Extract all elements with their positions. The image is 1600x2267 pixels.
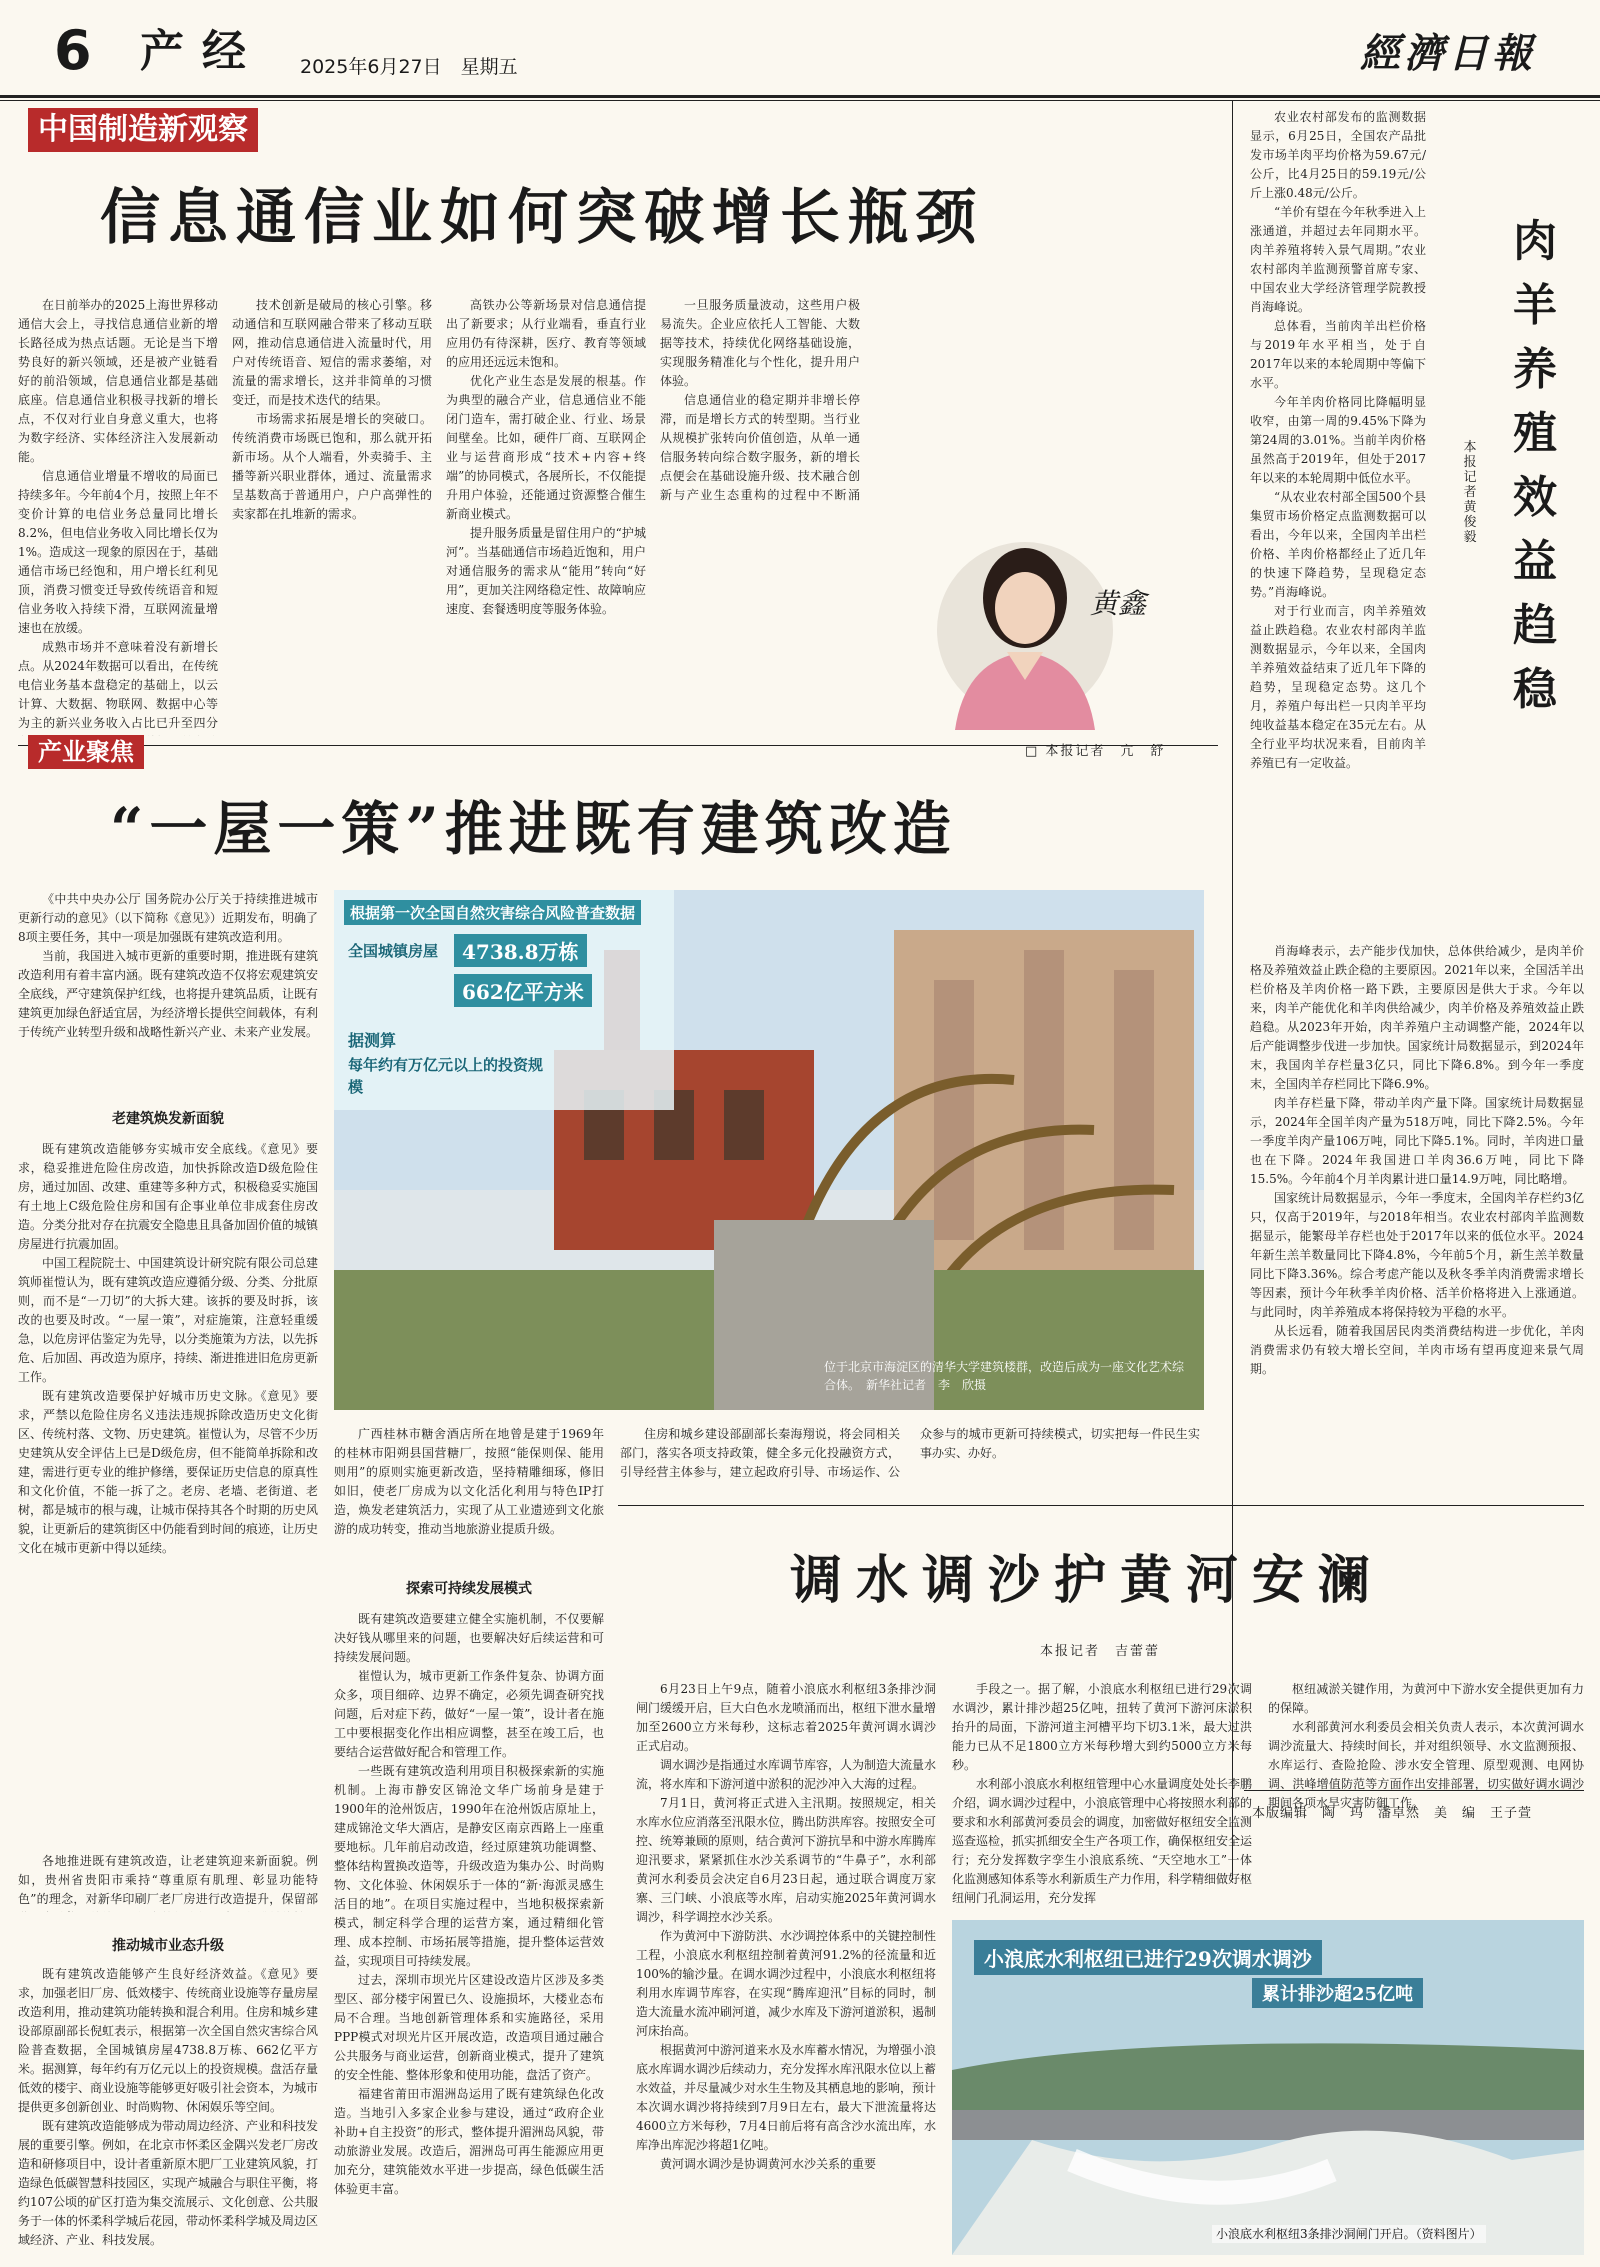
paragraph: 今年羊肉价格同比降幅明显收窄，由第一周的9.45%下降为第24周的3.01%。当前羊肉价格虽然高于2019年，但处于2017年以来的本轮周期中低位水平。 (1250, 395, 1426, 485)
article1-col2 (232, 296, 432, 736)
paragraph: 一旦服务质量波动，这些用户极易流失。企业应依托人工智能、大数据等技术，持续优化网络基础设施，实现服务精准化与个性化，提升用户体验。 (660, 298, 860, 388)
article3-col-bottom (1250, 942, 1584, 1777)
paragraph: 各地推进既有建筑改造，让老建筑迎来新面貌。例如，贵州省贵阳市乘持“尊重原有肌理、彰显功能特色”的理念，对新华印刷厂老厂房进行改造提升，保留部 (18, 1854, 318, 1906)
article4-rule (618, 1505, 1584, 1506)
paragraph: 成熟市场并不意味着没有新增长点。从2024年数据可以看出，在传统电信业务基本盘稳定的基础上，以云计算、大数据、物联网、数据中心等为主的新兴业务收入占比已升至四分 (18, 640, 218, 730)
paragraph: 中国工程院院士、中国建筑设计研究院有限公司总建筑师崔愷认为，既有建筑改造应遵循分级、分类、分批原则，而不是“一刀切”的大拆大建。该拆的要及时拆，该改的也要及时改。“一屋一策”，对症施策，注意轻重缓急，以危房评估鉴定为先导，以分类施策为方法，以先拆危、后加固、再改造为原序，持续、渐进推进旧危房更新工作。 (18, 1256, 318, 1384)
article4-title: 调水调沙护黄河安澜 (790, 1550, 1385, 1611)
paragraph: 既有建筑改造能够产生良好经济效益。《意见》要求，加强老旧厂房、低效楼宇、传统商业设施等存量房屋改造利用，推动建筑功能转换和混合利用。住房和城乡建设部原副部长倪虹表示，根据第一次全国自然灾害综合风险普查数据，全国城镇房屋4738.8万栋、662亿平方米。据测算，每年约有万亿元以上的投资规模。盘活存量低效的楼宇、商业设施等能够更好吸引社会资本，为城市提供更多创新创业、时尚购物、休闲娱乐等空间。 (18, 1967, 318, 2114)
article3-reporter: 本报记者 黄俊毅 (1463, 440, 1477, 545)
article3-title: 肉羊养殖效益趋稳 (1513, 216, 1557, 715)
page-editors: 本版编辑 陶 玛 潘卓然 美 编 王子萱 (1252, 1806, 1533, 1821)
dam-banner-line1: 小浪底水利枢纽已进行29次调水调沙 (974, 1940, 1322, 1975)
paragraph: 在日前举办的2025上海世界移动通信大会上，寻找信息通信业新的增长路径成为热点话题。无论是当下增势良好的新兴领域，还是被产业链看好的前沿领域，信息通信业都是基础底座。信息通信业积极寻找新的增长点，不仅对行业自身意义重大，也将为数字经济、实体经济注入发展新动能。 (18, 298, 218, 464)
paragraph: 对于行业而言，肉羊养殖效益止跌趋稳。农业农村部肉羊监测数据显示，今年以来，全国肉羊养殖效益结束了近几年下降的趋势，呈现稳定态势。这几个月，养殖户每出栏一只肉羊平均纯收益基本稳定在35元左右。从全行业平均状况来看，目前肉羊养殖已有一定收益。 (1250, 604, 1426, 770)
paragraph: 根据黄河中游河道来水及水库蓄水情况，为增强小浪底水库调水调沙后续动力，充分发挥水库汛限水位以上蓄水效益，并尽量减少对水生生物及其栖息地的影响，预计本次调水调沙将持续到7月9日左右，最大下泄流量将达4600立方米每秒，7月4日前后将有高含沙水流出库，水库净出库泥沙将超1亿吨。 (636, 2043, 936, 2152)
paragraph: 过去，深圳市坝光片区建设改造片区涉及多类型区、部分楼宇闲置已久、设施损坏，大楼业态布局不合理。当地创新管理体系和实施路径，采用PPP模式对坝光片区开展改造，改造项目通过融合公共服务与商业运营，创新商业模式，提升了建筑的安全性能、整体形象和使用功能，盘活了资产。 (334, 1973, 604, 2082)
article4-col2 (952, 1680, 1252, 1910)
article1-col1 (18, 296, 218, 736)
paragraph: 水利部小浪底水利枢纽管理中心水量调度处处长李鹏介绍，调水调沙过程中，小浪底管理中心将按照水利部的要求和水利部黄河委员会的调度，加密做好枢纽安全监测巡查巡检，抓实抓细安全生产各项工作，确保枢纽安全运行；充分发挥数字孪生小浪底系统、“天空地水工”一体化监测感知体系等水利新质生产力作用，科学精细做好枢纽闸门孔洞运用，充分发挥 (952, 1777, 1252, 1905)
column-tag-industry-focus: 产业聚焦 (28, 735, 144, 769)
paragraph: 高铁办公等新场景对信息通信提出了新要求；从行业端看，垂直行业应用仍有待深耕，医疗、教育等领域的应用还远远未饱和。 (446, 298, 646, 369)
article2-col1-intro (18, 890, 318, 1100)
article2-byline: □ 本报记者 亢 舒 (1025, 744, 1166, 759)
section-name: 产经 (140, 26, 264, 77)
paragraph: 既有建筑改造能够成为带动周边经济、产业和科技发展的重要引擎。例如，在北京市怀柔区金隅兴发老厂房改造和研修项目中，设计者重新原木肥厂工业建筑风貌，打造绿色低碳智慧科技园区，实现产城融合与职住平衡，将约107公顷的矿区打造为集交流展示、文化创意、公共服务于一体的怀柔科学城后花园，带动怀柔科学城及周边区域经济、产业、科技发展。 (18, 2119, 318, 2247)
article4-col3 (1268, 1680, 1584, 1910)
paragraph: 手段之一。据了解，小浪底水利枢纽已进行29次调水调沙，累计排沙超25亿吨，扭转了黄河下游河床淤积抬升的局面，下游河道主河槽平均下切3.1米，最大过洪能力已从不足1800立方米每秒增大到约5000立方米每秒。 (952, 1682, 1252, 1772)
paragraph: 既有建筑改造能够夯实城市安全底线。《意见》要求，稳妥推进危险住房改造，加快拆除改造D级危险住房，通过加固、改建、重建等多种方式，积极稳妥实施国有土地上C级危险住房和国有企事业单位非成套住房改造。分类分批对存在抗震安全隐患且具备加固价值的城镇房屋进行抗震加固。 (18, 1142, 318, 1251)
infographic-stat1-value: 4738.8万栋 (454, 934, 587, 967)
paragraph: 肖海峰表示，去产能步伐加快，总体供给减少，是肉羊价格及养殖效益止跌企稳的主要原因。2021年以来，全国活羊出栏价格及羊肉价格一路下跌，主要原因是供大于求。今年以来，肉羊产能优化和羊肉供给减少，肉羊价格及养殖效益止跌趋稳。从2023年开始，肉羊养殖户主动调整产能，2024年以后产能调整步伐进一步加快。国家统计局数据显示，到2024年末，我国肉羊存栏量3亿只，同比下降6.8%。到今年一季度末，全国肉羊存栏同比下降6.9%。 (1250, 944, 1584, 1091)
paragraph: “羊价有望在今年秋季进入上涨通道，并超过去年同期水平。肉羊养殖将转入景气周期。”农业农村部肉羊监测预警首席专家、中国农业大学经济管理学院教授肖海峰说。 (1250, 205, 1426, 314)
paragraph: 市场需求拓展是增长的突破口。传统消费市场既已饱和，那么就开拓新市场。从个人端看，外卖骑手、主播等新兴职业群体，通过、流量需求呈基数高于普通用户，户户高弹性的卖家都在扎堆新的需求。 (232, 412, 432, 521)
infographic-stat1-label: 全国城镇房屋 (348, 942, 439, 960)
article4-byline: 本报记者 吉蕾蕾 (1040, 1644, 1161, 1659)
subhead-upgrade: 推动城市业态升级 (112, 1938, 224, 1954)
page-number: 6 (54, 19, 92, 82)
paragraph: 从长远看，随着我国居民肉类消费结构进一步优化，羊肉消费需求仍有较大增长空间，羊肉市场有望再度迎来景气周期。 (1250, 1324, 1584, 1376)
article2-col2-body (334, 1610, 604, 2255)
paragraph: 国家统计局数据显示，今年一季度末，全国肉羊存栏约3亿只，仅高于2019年，与2018年相当。农业农村部肉羊监测数据显示，能繁母羊存栏也处于2017年以来的低位水平。2024年新生羔羊数量同比下降4.8%，今年前5个月，新生羔羊数量同比下降3.36%。综合考虑产能以及秋冬季羊肉消费需求增长等因素，预计今年秋季羊肉价格、活羊价格将进入上涨通道。与此同时，肉羊养殖成本将保持较为平稳的水平。 (1250, 1191, 1584, 1319)
header-rule-thin (0, 100, 1600, 101)
paragraph: 住房和城乡建设部副部长秦海翔说，将会同相关部门，落实各项支持政策，健全多元化投融资方式，引导经营主体参与，建立起政府引导、市场运作、公众参与的城市更新可持续模式，切实把每一件民生实事办实、办好。 (620, 1427, 1200, 1479)
paragraph: 作为黄河中下游防洪、水沙调控体系中的关键控制性工程，小浪底水利枢纽控制着黄河91.2%的径流量和近100%的输沙量。在调水调沙过程中，小浪底水利枢纽将利用水库调节库容，在实现“腾库迎汛”目标的同时，制造大流量水流冲刷河道，减少水库及下游河道淤积，遏制河床抬高。 (636, 1929, 936, 2038)
paragraph: 崔愷认为，城市更新工作条件复杂、协调方面众多，项目细碎、边界不确定，必须先调查研究找问题，后对症下药，做好“一屋一策”，设计者在施工中要根据变化作出相应调整，甚至在竣工后，也要结合运营做好配合和管理工作。 (334, 1669, 604, 1759)
paragraph: 广西桂林市糖舍酒店所在地曾是建于1969年的桂林市阳朔县国营糖厂，按照“能保则保、能用则用”的原则实施更新改造，坚持精雕细琢，修旧如旧，使老厂房成为以文化活化利用与特色IP打造，焕发老建筑活力，实现了从工业遗迹到文化旅游的成功转变，推动当地旅游业提质升级。 (334, 1427, 604, 1536)
paragraph: 黄河调水调沙是协调黄河水沙关系的重要 (660, 2157, 877, 2171)
paragraph: 调水调沙是指通过水库调节库容，人为制造大流量水流，将水库和下游河道中淤积的泥沙冲入大海的过程。 (636, 1758, 936, 1791)
dam-photo (952, 1920, 1584, 2255)
author-signature: 黄鑫 (1090, 587, 1147, 620)
column-separator (1232, 100, 1233, 1880)
infographic-intro: 根据第一次全国自然灾害综合风险普查数据 (344, 900, 641, 925)
paragraph: 既有建筑改造要保护好城市历史文脉。《意见》要求，严禁以危险住房名义违法违规拆除改造历史文化街区、传统村落、文物、历史建筑。崔愷认为，尽管不少历史建筑从安全评估上已是D级危房，但不能简单拆除和改建，需进行更专业的维护修缮，要保证历史信息的原真性和文化价值，不能一拆了之。老房、老墙、老街道、老树，都是城市的根与魂，让城市保持其各个时期的历史风貌，让更新后的建筑街区中仍能看到时间的痕迹，让历史文化在城市更新中得以延续。 (18, 1389, 318, 1555)
paragraph: 提升服务质量是留住用户的“护城河”。当基础通信市场趋近饱和，用户对通信服务的需求从“能用”转向“好用”，更加关注网络稳定性、故障响应速度、套餐透明度等服务体验。 (446, 526, 646, 616)
paragraph: 技术创新是破局的核心引擎。移动通信和互联网融合带来了移动互联网，推动信息通信进入流量时代，用户对传统语音、短信的需求萎缩，对流量的需求增长，这并非简单的习惯变迁，而是技术迭代的结果。 (232, 298, 432, 407)
article2-col1-body (18, 1140, 318, 1840)
masthead-logo: 經濟日報 (1360, 30, 1536, 77)
article2-col1-tail (18, 1965, 318, 2255)
paragraph: 既有建筑改造要建立健全实施机制，不仅要解决好钱从哪里来的问题，也要解决好后续运营和可持续发展问题。 (334, 1612, 604, 1664)
paragraph: “从农业农村部全国500个县集贸市场价格定点监测数据可以看出，今年以来，全国肉羊出栏价格、羊肉价格都经止了近几年的快速下降趋势，呈现稳定态势。”肖海峰说。 (1250, 490, 1426, 599)
dam-photo-caption: 小浪底水利枢纽3条排沙洞闸门开启。（资料图片） (1212, 2225, 1486, 2243)
issue-date: 2025年6月27日 星期五 (300, 56, 518, 78)
header-rule (0, 95, 1600, 98)
article2-col3 (620, 1425, 1200, 1505)
article2-col2 (334, 1425, 604, 1555)
paragraph: 优化产业生态是发展的根基。作为典型的融合产业，信息通信业不能闭门造车，需打破企业、行业、场景间壁垒。比如，硬件厂商、互联网企业与运营商形成“技术+内容+终端”的协同模式，各展所长，不仅能提升用户体验，还能通过资源整合催生新商业模式。 (446, 374, 646, 521)
building-photo (334, 890, 1204, 1410)
article3-col-top (1250, 108, 1426, 938)
paragraph: 农业农村部发布的监测数据显示，6月25日，全国农产品批发市场羊肉平均价格为59.67元/公斤，比4月25日的59.19元/公斤上涨0.48元/公斤。 (1250, 110, 1426, 200)
paragraph: 总体看，当前肉羊出栏价格与2019年水平相当，处于自2017年以来的本轮周期中等偏下水平。 (1250, 319, 1426, 390)
paragraph: 枢纽减淤关键作用，为黄河中下游水安全提供更加有力的保障。 (1268, 1682, 1584, 1715)
article1-col4 (660, 296, 860, 506)
paragraph: 信息通信业的稳定期并非增长停滞，而是增长方式的转型期。当行业从规模扩张转向价值创造，从单一通信服务转向综合数字服务，新的增长点便会在基础设施升级、技术融合创新与产业生态重构的过程中不断涌 (660, 393, 860, 502)
article2-title: “一屋一策”推进既有建筑改造 (110, 795, 957, 863)
paragraph: 肉羊存栏量下降，带动羊肉产量下降。国家统计局数据显示，2024年全国羊肉产量为518万吨，同比下降2.5%。今年一季度羊肉产量106万吨，同比下降5.1%。同时，羊肉进口量也在下降。2024年我国进口羊肉36.6万吨，同比下降15.5%。今年前4个月羊肉累计进口量14.9万吨，同比略增。 (1250, 1096, 1584, 1186)
paragraph: 水利部黄河水利委员会相关负责人表示，本次黄河调水调沙流量大、持续时间长，并对组织领导、水文监测预报、水库运行、查险抢险、涉水安全管理、原型观测、电网协调、洪峰增值防范等方面作出安排部署，切实做好调水调沙期间各项水旱灾害防御工作。 (1268, 1720, 1584, 1810)
paragraph: 6月23日上午9点，随着小浪底水利枢纽3条排沙洞闸门缓缓开启，巨大白色水龙喷涌而出，枢纽下泄水量增加至2600立方米每秒，这标志着2025年黄河调水调沙正式启动。 (636, 1682, 936, 1753)
paragraph: 《中共中央办公厅 国务院办公厅关于持续推进城市更新行动的意见》（以下简称《意见》）近期发布，明确了8项主要任务，其中一项是加强既有建筑改造利用。 (18, 892, 318, 944)
infographic-stat2-value: 662亿平方米 (454, 974, 592, 1007)
article1-col3 (446, 296, 646, 736)
infographic-est-label: 据测算 (348, 1031, 397, 1050)
article1-title: 信息通信业如何突破增长瓶颈 (100, 183, 984, 253)
author-portrait (935, 520, 1115, 730)
paragraph: 当前，我国进入城市更新的重要时期，推进既有建筑改造利用有着丰富内涵。既有建筑改造不仅将宏观建筑安全底线，严守建筑保护红线，也将提升建筑品质，让既有建筑更加绿色舒适宜居，为经济增长提供空间载体，有利于传统产业转型升级和战略性新兴产业、未来产业发展。 (18, 949, 318, 1039)
paragraph: 一些既有建筑改造利用项目积极探索新的实施机制。上海市静安区锦沧文华广场前身是建于1900年的沧州饭店，1990年在沧州饭店原址上，建成锦沧文华大酒店，是静安区南京西路上一座重要地标。几年前启动改造，经过原建筑功能调整、整体结构置换改造等，升级改造为集办公、时尚购物、文化体验、休闲娱乐于一体的“新·海派灵感生活目的地”。在项目实施过程中，当地积极探索新模式，制定科学合理的运营方案，通过精细化管理、成本控制、市场拓展等措施，提升整体运营效益，实现项目可持续发展。 (334, 1764, 604, 1968)
paragraph: 福建省莆田市湄洲岛运用了既有建筑绿色化改造。当地引入多家企业参与建设，通过“政府企业补助+自主投资”的形式，整体提升湄洲岛风貌，带动旅游业发展。改造后，湄洲岛可再生能源应用更加充分，建筑能效水平进一步提高，绿色低碳生活体验更丰富。 (334, 2087, 604, 2196)
subhead-old-buildings: 老建筑焕发新面貌 (112, 1111, 224, 1127)
dam-banner-line2: 累计排沙超25亿吨 (1252, 1978, 1423, 2008)
infographic-est-text: 每年约有万亿元以上的投资规模 (348, 1056, 544, 1096)
column-tag-china-manufacturing: 中国制造新观察 (28, 108, 258, 152)
infographic-panel (334, 890, 674, 1110)
subhead-sustainable: 探索可持续发展模式 (406, 1581, 532, 1597)
article2-photo-caption: 位于北京市海淀区的清华大学建筑楼群，改造后成为一座文化艺术综合体。 新华社记者 李 欣摄 (824, 1360, 1185, 1392)
paragraph: 7月1日，黄河将正式进入主汛期。按照规定，相关水库水位应消落至汛限水位，腾出防洪库容。按照安全可控、统筹兼顾的原则，结合黄河下游抗旱和中游水库腾库迎汛要求，紧紧抓住水沙关系调节的“牛鼻子”，水利部黄河水利委员会决定自6月23日起，通过联合调度万家寨、三门峡、小浪底等水库，启动实施2025年黄河调水调沙，科学调控水沙关系。 (636, 1796, 936, 1924)
article2-col1-more (18, 1852, 318, 1912)
paragraph: 信息通信业增量不增收的局面已持续多年。今年前4个月，按照上年不变价计算的电信业务总量同比增长8.2%，但电信业务收入同比增长仅为1%。造成这一现象的原因在于，基础通信市场已经饱和，用户增长红利见顶，消费习惯变迁导致传统语音和短信业务收入持续下滑，互联网流量增速也在放缓。 (18, 469, 218, 635)
article4-col1 (636, 1680, 936, 2255)
